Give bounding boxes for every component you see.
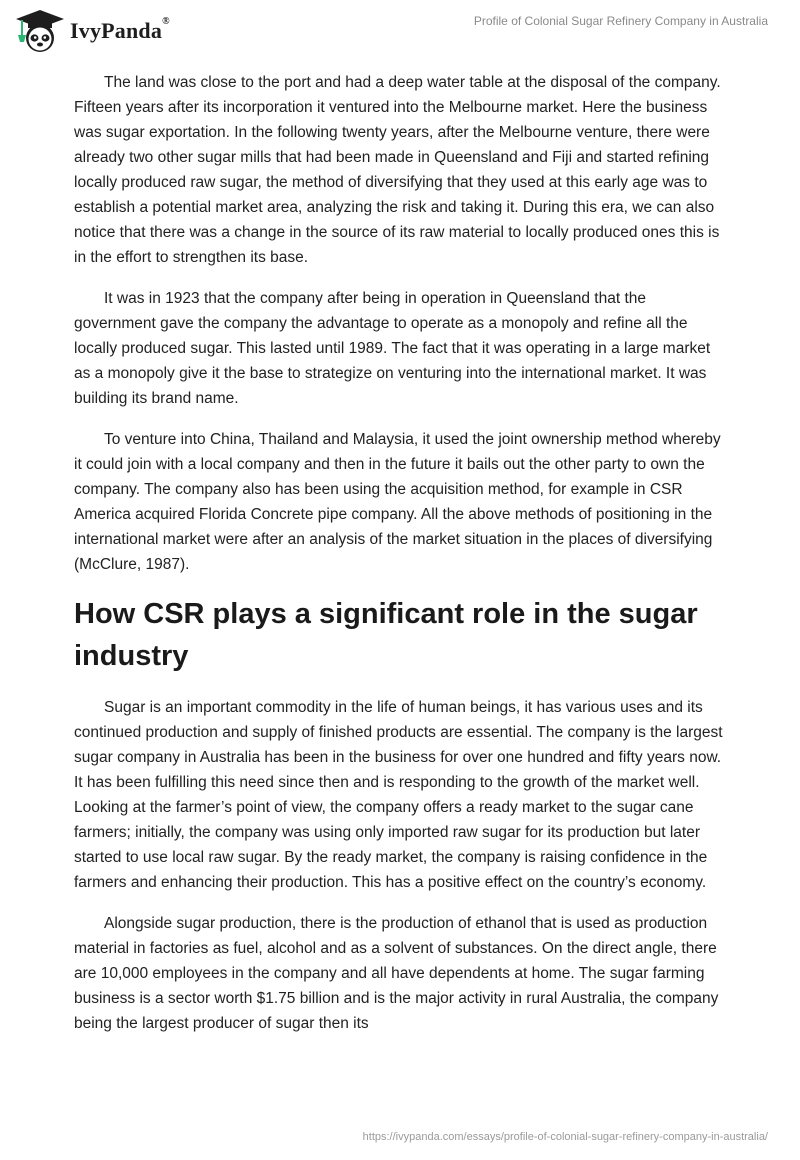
page-header: [0, 0, 800, 64]
panda-logo-icon: [14, 8, 66, 54]
logo-text: IvyPanda®: [70, 16, 170, 43]
ivypanda-logo[interactable]: [14, 8, 170, 54]
source-url[interactable]: https://ivypanda.com/essays/profile-of-colonial-sugar-refinery-company-in-australia/: [362, 1131, 768, 1143]
paragraph: To venture into China, Thailand and Malaysia, it used the joint ownership method whereby it could join with a local company and then in the future it bails out the other party to own the company. The company also has been using the acquisition method, for example in CSR America acquired Florida Concrete pipe company. All the above methods of positioning in the international market were after an analysis of the market situation in the places of diversifying (McClure, 1987).: [74, 431, 721, 573]
paragraph: Sugar is an important commodity in the life of human beings, it has various uses and its continued production and supply of finished products are essential. The company is the largest sugar company in Australia has been in the business for over one hundred and fifty years now. It has been fulfilling this need since then and is responding to the growth of the market well. Looking at the farmer’s point of view, the company offers a ready market to the sugar cane farmers; initially, the company was using only imported raw sugar for its production but later started to use local raw sugar. By the ready market, the company is raising confidence in the farmers and enhancing their production. This has a positive effect on the country’s economy.: [74, 699, 723, 891]
paragraph: It was in 1923 that the company after being in operation in Queensland that the government gave the company the advantage to operate as a monopoly and refine all the locally produced sugar. This lasted until 1989. The fact that it was operating in a large market as a monopoly give it the base to strategize on venturing into the international market. It was building its brand name.: [74, 290, 711, 407]
article-body: [74, 70, 724, 1052]
document-title: Profile of Colonial Sugar Refinery Company in Australia: [473, 14, 768, 28]
section-heading: How CSR plays a significant role in the sugar industry: [74, 598, 698, 672]
paragraph: The land was close to the port and had a deep water table at the disposal of the company. Fifteen years after its incorporation it ventured into the Melbourne market. Here the business was sugar exportation. In the following twenty years, after the Melbourne venture, there were already two other sugar mills that had been made in Queensland and Fiji and started refining locally produced raw sugar, the method of diversifying that they used at this early age was to establish a potential market area, analyzing the risk and taking it. During this era, we can also notice that there was a change in the source of its raw material to locally produced ones this is in the effort to strengthen its base.: [74, 74, 721, 266]
paragraph: Alongside sugar production, there is the production of ethanol that is used as production material in factories as fuel, alcohol and as a solvent of substances. On the direct angle, there are 10,000 employees in the company and all have dependents at home. The sugar farming business is a sector worth $1.75 billion and is the major activity in rural Australia, the company being the largest producer of sugar then its: [74, 915, 719, 1032]
